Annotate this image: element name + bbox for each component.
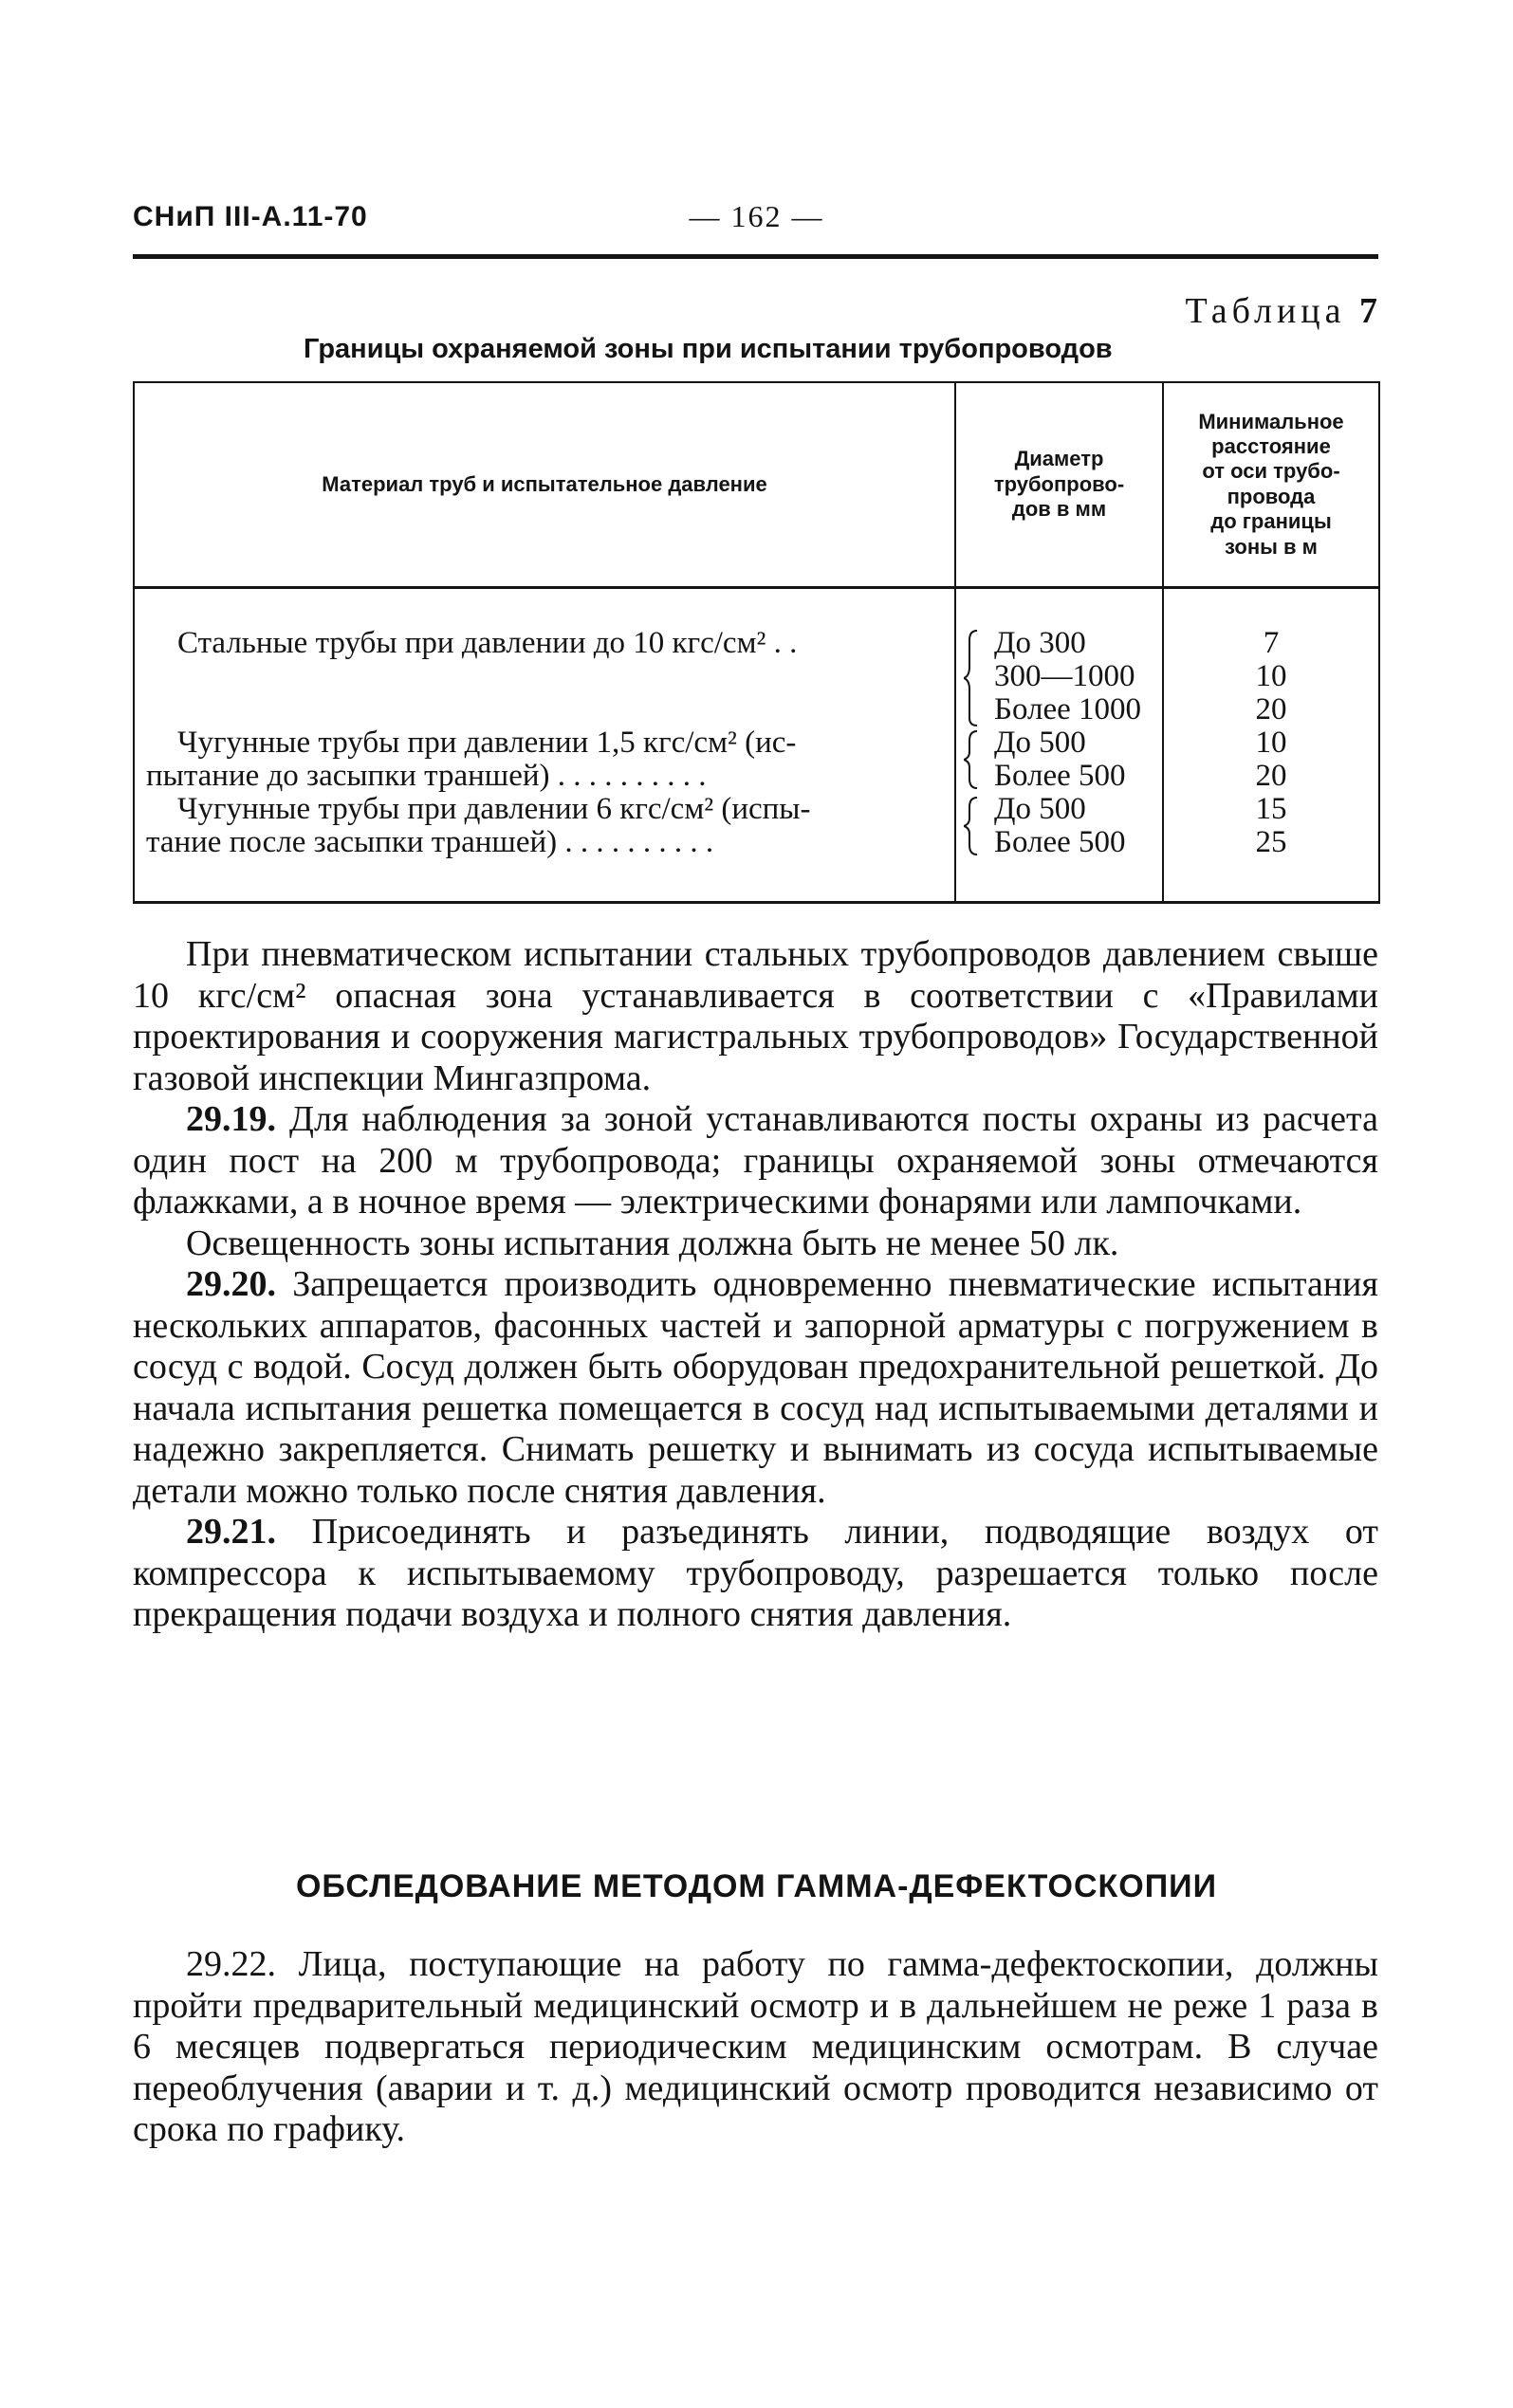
paragraph: 29.22. Лица, поступающие на работу по гамма-дефектоскопии, должны пройти предварительный медицинский осмотр и в дальнейшем не реже 1 раза в 6 месяцев подвергаться периодическим медицинским осмотрам. В случае переоблучения (аварии и т. д.) медицинский осмотр проводится независимо от срока по графику. (133, 1944, 1378, 2149)
protection-zone-table (133, 381, 1380, 904)
header-distance-line: провода (1227, 484, 1316, 508)
material-line: пытание до засыпки траншей) . . . . . . . . . . (146, 758, 707, 793)
header-distance-line: зоны в м (1225, 534, 1318, 559)
diameter-value: Более 1000 (994, 691, 1142, 726)
header-diameter-line: трубопрово- (993, 471, 1125, 496)
diameter-list (956, 627, 1162, 859)
material-line: тание после засыпки траншей) . . . . . . . . . . (146, 824, 714, 859)
header-distance-line: до границы (1210, 509, 1332, 534)
distance-value: 20 (1255, 691, 1287, 726)
header-diameter (955, 382, 1163, 587)
table-title: Границы охраняемой зоны при испытании трубопроводов (304, 334, 1113, 364)
header-distance (1163, 382, 1379, 587)
material-line: Стальные трубы при давлении до 10 кгс/см² . . (177, 625, 798, 660)
distance-cell (1163, 587, 1379, 903)
header-distance-line: Минимальное (1198, 409, 1344, 433)
header-distance-line: от оси трубо- (1202, 459, 1340, 484)
distance-value: 20 (1255, 758, 1287, 793)
diameter-cell (955, 587, 1163, 903)
distance-value: 10 (1255, 658, 1287, 693)
clause-number: 29.20. (186, 1264, 276, 1304)
paragraph-text: Запрещается производить одновременно пневматические испытания нескольких аппаратов, фасонных частей и запорной арматуры с погружением в сосуд с водой. Сосуд должен быть оборудован предохранительной решеткой. До начала испытания решетка помещается в сосуд над испытываемыми деталями и надежно закрепляется. Снимать решетку и вынимать из сосуда испытываемые детали можно только после снятия давления. (133, 1264, 1378, 1511)
paragraph (133, 1512, 1378, 1636)
body-text-lower (133, 1944, 1378, 2151)
material-line (135, 660, 954, 693)
distance-value: 7 (1263, 625, 1280, 660)
table-label (1185, 290, 1377, 332)
table-body-row (134, 587, 1379, 903)
distance-value: 25 (1255, 824, 1287, 859)
material-line: Чугунные трубы при давлении 6 кгс/см² (испы- (177, 791, 811, 826)
diameter-value: Более 500 (994, 758, 1126, 793)
header-diameter-line: Диаметр (1014, 447, 1104, 471)
material-line (135, 693, 954, 726)
paragraph: Освещенность зоны испытания должна быть не менее 50 лк. (186, 1222, 1119, 1263)
paragraph: При пневматическом испытании стальных трубопроводов давлением свыше 10 кгс/см² опасная зона устанавливается в соответствии с «Правилами проектирования и сооружения магистральных трубопроводов» Государственной газовой инспекции Мингазпрома. (133, 934, 1378, 1098)
diameter-value: До 300 (994, 625, 1086, 660)
diameter-value: До 500 (994, 725, 1086, 760)
body-text-upper (133, 934, 1378, 1636)
header-material: Материал труб и испытательное давление (134, 382, 955, 587)
paragraph-text: Для наблюдения за зоной устанавливаются посты охраны из расчета один пост на 200 м трубопровода; границы охраняемой зоны отмечаются флажками, а в ночное время — электрическими фонарями или лампочками. (133, 1099, 1378, 1222)
header-diameter-line: дов в мм (1011, 496, 1107, 521)
paragraph-text: Присоединять и разъединять линии, подводящие воздух от компрессора к испытываемому трубопроводу, разрешается только после прекращения подачи воздуха и полного снятия давления. (133, 1512, 1379, 1634)
material-line: Чугунные трубы при давлении 1,5 кгс/см² (ис- (177, 725, 797, 760)
header-rule (133, 254, 1378, 259)
table-number: 7 (1359, 291, 1377, 331)
clause-number: 29.19. (186, 1099, 276, 1139)
material-cell (134, 587, 955, 903)
diameter-value: До 500 (994, 791, 1086, 826)
page-number: — 162 — (689, 199, 824, 233)
distance-value: 10 (1255, 725, 1287, 760)
table-header-row (134, 382, 1379, 587)
paragraph (133, 1264, 1378, 1512)
diameter-value: Более 500 (994, 824, 1126, 859)
diameter-value: 300—1000 (994, 658, 1135, 693)
distance-value: 15 (1255, 791, 1287, 826)
section-heading: ОБСЛЕДОВАНИЕ МЕТОДОМ ГАММА-ДЕФЕКТОСКОПИИ (295, 1868, 1218, 1904)
clause-number: 29.21. (186, 1512, 276, 1552)
table-label-text: Таблица (1185, 291, 1346, 331)
header-distance-line: расстояние (1211, 433, 1331, 458)
document-header-code: СНиП III-А.11-70 (133, 201, 368, 232)
paragraph (133, 1099, 1378, 1223)
